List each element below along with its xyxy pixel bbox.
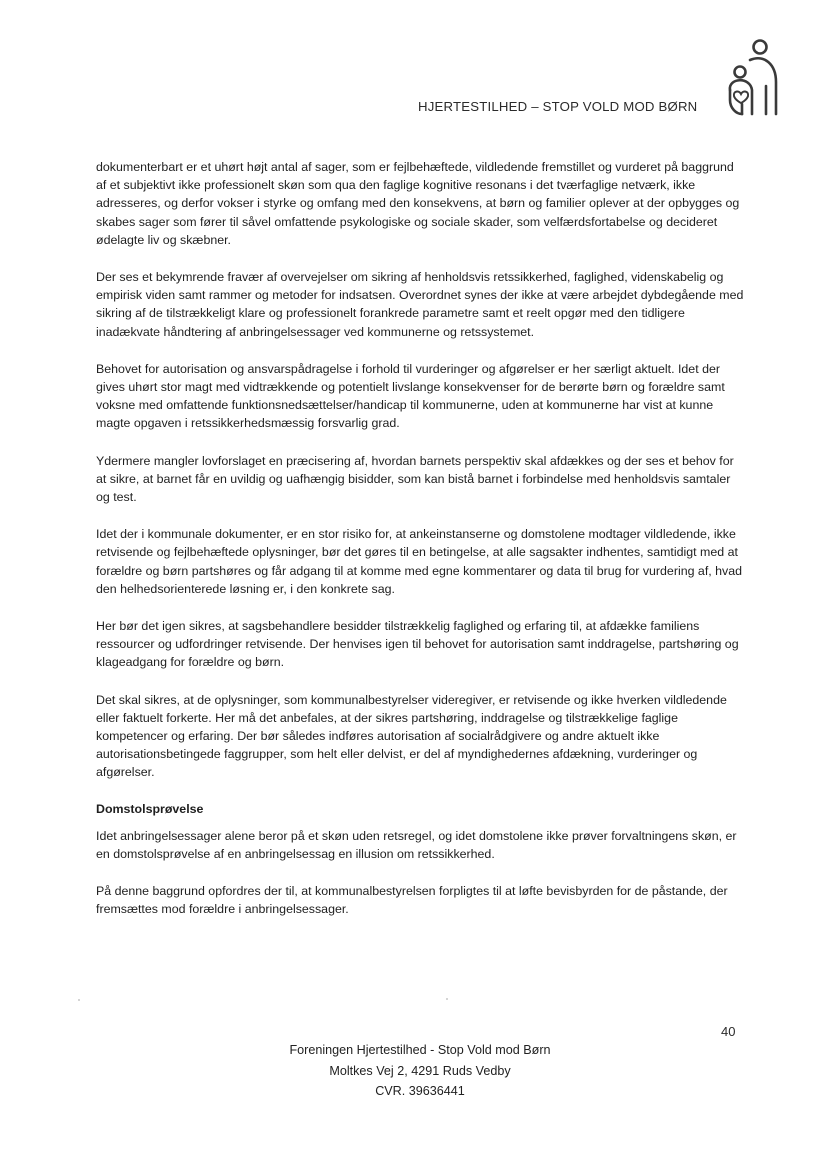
body-paragraph-5: Idet der i kommunale dokumenter, er en stor risiko for, at ankeinstanserne og domstolene modtager vildledende, ikke retvisende og fejlbehæftede oplysninger, bør det gøres til en betingelse, at alle sagsakter indhentes, samtidigt med at forældre og børn partshøres og får adgang til at komme med egne kommentarer og data til brug for vurdering af, hvad den helhedsorienterede løsning er, i den konkrete sag. — [96, 527, 743, 596]
page-number: 40 — [721, 1024, 736, 1039]
section-heading: Domstolsprøvelse — [96, 801, 204, 816]
footer-cvr: CVR. 39636441 — [375, 1084, 465, 1098]
body-paragraph-6: Her bør det igen sikres, at sagsbehandlere besidder tilstrækkelig faglighed og erfaring til, at afdække familiens ressourcer og udfordringer retvisende. Der henvises igen til behovet for autorisation samt inddragelse, partshøring og klageadgang for forældre og børn. — [96, 619, 739, 670]
body-paragraph-7: Det skal sikres, at de oplysninger, som kommunalbestyrelser videregiver, er retvisende og ikke hverken vildledende eller faktuelt forkerte. Her må det anbefales, at der sikres partshøring, inddragelse og tilstrækkelige faglige kompetencer og erfaring. Der bør således indføres autorisation af socialrådgivere og andre aktuelt ikke autorisationsbetingede faggrupper, som helt eller delvist, er del af myndighedernes afdækning, vurderinger og afgørelser. — [96, 692, 727, 780]
body-paragraph-1: dokumenterbart er et uhørt højt antal af sager, som er fejlbehæftede, vildledende fremstillet og vurderet på baggrund af et subjektivt ikke professionelt skøn som qua den faglige kognitive resonans i det tværfaglige netværk, ikke adresseres, og derfor vokser i styrke og omfang med den konsekvens, at børn og familier oplever at der opbygges og skabes sager som fører til såvel omfattende psykologiske og sociale skader, som velfærdsfortabelse og decideret ødelagte liv og skæbner. — [96, 160, 740, 247]
body-paragraph-4: Ydermere mangler lovforslaget en præcisering af, hvordan barnets perspektiv skal afdækkes og der ses et behov for at sikre, at barnet får en uvildig og uafhængig bisidder, som kan bistå barnet i forbindelse med henholdsvis samtaler og test. — [96, 453, 734, 505]
body-paragraph-3: Behovet for autorisation og ansvarspådragelse i forhold til vurderinger og afgørelser er her særligt aktuelt. Idet der gives uhørt stor magt med vidtrækkende og potentielt livslange konsekvenser for de berørte børn og forældre samt voksne med omfattende funktionsnedsættelser/handicap til kommunerne, uden at kommunerne har vist at kunne magte opgaven i retssikkerhedsmæssig forsvarlig grad. — [96, 361, 725, 431]
footer-address: Moltkes Vej 2, 4291 Ruds Vedby — [329, 1063, 511, 1078]
scan-speck — [78, 999, 80, 1001]
section-paragraph-1: Idet anbringelsessager alene beror på et skøn uden retsregel, og idet domstolene ikke prøver forvaltningens skøn, er en domstolsprøvelse af en anbringelsessag en illusion om retssikkerhed. — [96, 828, 737, 861]
footer-organization: Foreningen Hjertestilhed - Stop Vold mod Børn — [289, 1043, 551, 1057]
header-title: HJERTESTILHED – STOP VOLD MOD BØRN — [418, 99, 698, 114]
footer — [220, 1040, 620, 1102]
section-paragraph-2: På denne baggrund opfordres der til, at kommunalbestyrelsen forpligtes til at løfte bevisbyrden for de påstande, der fremsættes mod forældre i anbringelsessager. — [96, 884, 728, 917]
body-content — [96, 158, 744, 938]
scan-speck — [446, 998, 448, 1000]
body-paragraph-2: Der ses et bekymrende fravær af overvejelser om sikring af henholdsvis retssikkerhed, faglighed, videnskabelig og empirisk viden samt rammer og metoder for indsatsen. Overordnet synes der ikke at være arbejdet dybdegående med sikring af de tilstrækkeligt klare og professionelt forankrede parametre samt et reelt opgør med den tidligere inadækvate håndtering af anbringelsessager ved kommunerne og retssystemet. — [96, 270, 744, 339]
family-heart-logo-icon — [716, 34, 782, 120]
